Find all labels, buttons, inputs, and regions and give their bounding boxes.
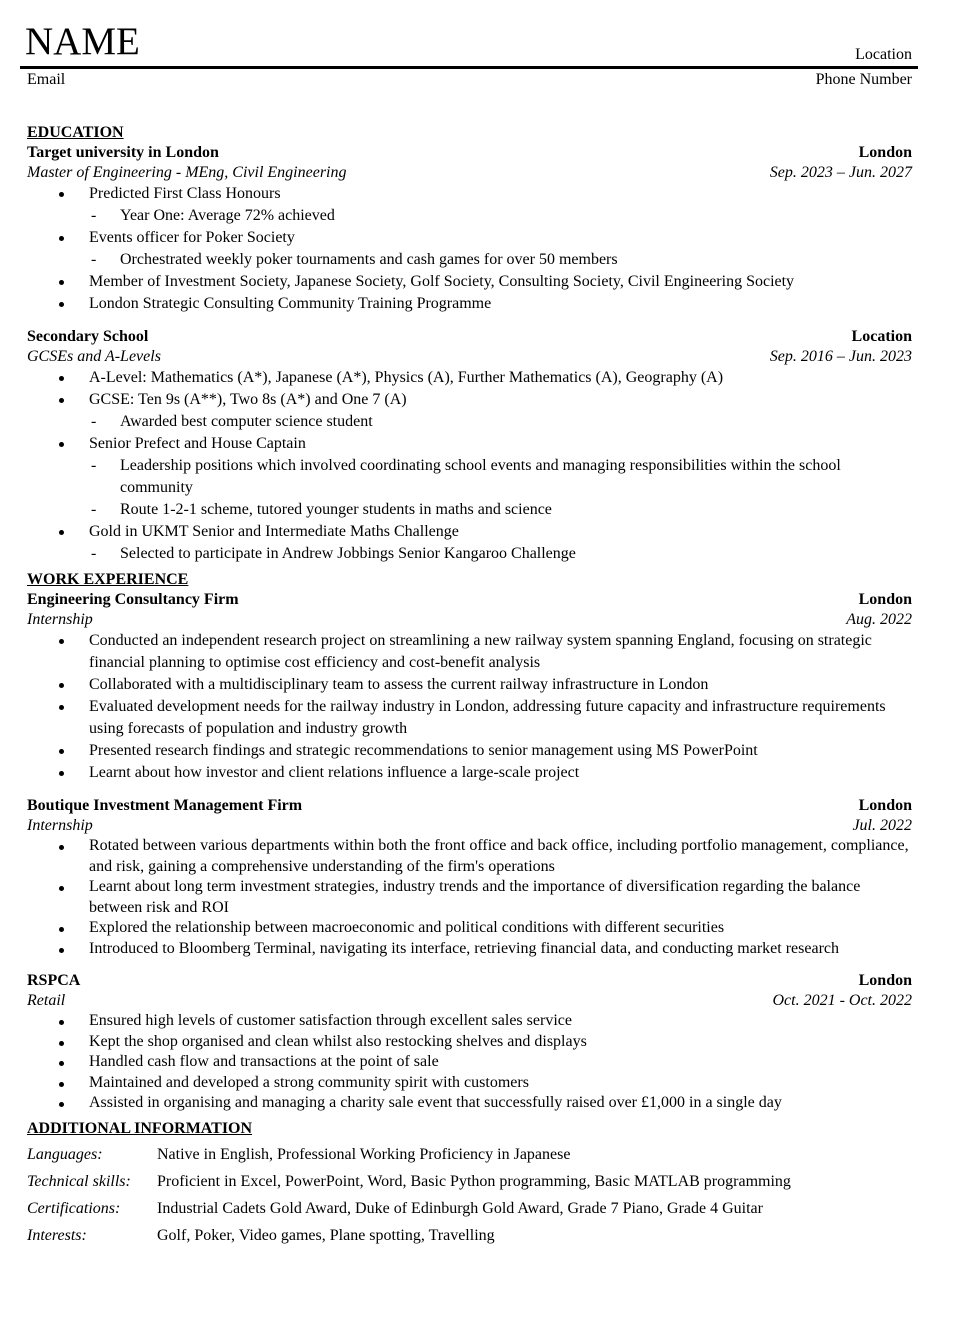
info-row (27, 1141, 791, 1168)
bullet-item: Kept the shop organised and clean whilst also restocking shelves and displays (27, 1032, 912, 1053)
bullet-item: Predicted First Class Honours - Year One: Average 72% achieved (27, 183, 912, 227)
bullet-item: Events officer for Poker Society - Orchestrated weekly poker tournaments and cash games for over 50 members (27, 227, 912, 271)
sub-item: - Leadership positions which involved coordinating school events and managing responsibilities within the school community (89, 455, 912, 499)
sub-item: - Orchestrated weekly poker tournaments and cash games for over 50 members (89, 249, 912, 271)
sub-list (89, 543, 912, 565)
header-email: Email (27, 71, 66, 88)
info-key: Technical skills: (27, 1172, 131, 1190)
bullet-item: Maintained and developed a strong community spirit with customers (27, 1073, 912, 1094)
bullet-item: Conducted an independent research project on streamlining a new railway system spanning England, focusing on strategic financial planning to optimise cost efficiency and cost-benefit analysis (27, 630, 912, 674)
entry-location: Location (851, 328, 912, 345)
bullet-item: Learnt about long term investment strategies, industry trends and the importance of diversification regarding the balance between risk and ROI (27, 877, 912, 918)
sub-item: - Selected to participate in Andrew Jobbings Senior Kangaroo Challenge (89, 543, 912, 565)
bullet-list (27, 367, 912, 565)
entry-dates: Oct. 2021 - Oct. 2022 (772, 992, 912, 1009)
section-heading-work-experience: WORK EXPERIENCE (27, 571, 189, 588)
header-divider (20, 66, 918, 69)
section-heading-additional-information: ADDITIONAL INFORMATION (27, 1119, 253, 1137)
entry-dates: Sep. 2023 – Jun. 2027 (769, 164, 912, 181)
entry-org: Engineering Consultancy Firm (27, 591, 239, 608)
bullet-item: Evaluated development needs for the railway industry in London, addressing future capacity and infrastructure requirements using forecasts of population and industry growth (27, 696, 912, 740)
info-row (27, 1222, 791, 1249)
candidate-name: NAME (25, 20, 140, 63)
bullet-item: Gold in UKMT Senior and Intermediate Maths Challenge - Selected to participate in Andrew Jobbings Senior Kangaroo Challenge (27, 521, 912, 565)
entry-role: Internship (27, 611, 93, 628)
bullet-item: London Strategic Consulting Community Training Programme (27, 293, 912, 315)
bullet-item: Handled cash flow and transactions at the point of sale (27, 1052, 912, 1073)
bullet-item: Introduced to Bloomberg Terminal, navigating its interface, retrieving financial data, and conducting market research (27, 939, 912, 960)
bullet-list (27, 183, 912, 315)
info-value: Native in English, Professional Working Proficiency in Japanese (157, 1145, 571, 1163)
entry-location: London (858, 972, 912, 989)
header-location: Location (855, 46, 912, 63)
section-heading-education: EDUCATION (27, 124, 124, 141)
bullet-item: Rotated between various departments within both the front office and back office, including portfolio management, compliance, and risk, gaining a comprehensive understanding of the firm's operations (27, 836, 912, 877)
info-key: Interests: (27, 1226, 87, 1244)
info-value: Industrial Cadets Gold Award, Duke of Edinburgh Gold Award, Grade 7 Piano, Grade 4 Guitar (157, 1199, 763, 1217)
header-phone: Phone Number (815, 71, 912, 88)
entry-role: GCSEs and A-Levels (27, 348, 161, 365)
bullet-item: GCSE: Ten 9s (A**), Two 8s (A*) and One 7 (A) - Awarded best computer science student (27, 389, 912, 433)
sub-list (89, 249, 912, 271)
entry-location: London (858, 591, 912, 608)
info-value: Proficient in Excel, PowerPoint, Word, Basic Python programming, Basic MATLAB programming (157, 1172, 791, 1190)
sub-item: - Year One: Average 72% achieved (89, 205, 912, 227)
entry-location: London (858, 144, 912, 161)
entry-role: Master of Engineering - MEng, Civil Engineering (27, 164, 347, 181)
entry-org: Boutique Investment Management Firm (27, 797, 303, 814)
sub-list (89, 455, 912, 521)
entry-org: Secondary School (27, 328, 149, 345)
sub-item: - Awarded best computer science student (89, 411, 912, 433)
work-entry (27, 796, 912, 959)
bullet-item: Member of Investment Society, Japanese Society, Golf Society, Consulting Society, Civil Engineering Society (27, 271, 912, 293)
education-entry (27, 327, 912, 565)
entry-dates: Jul. 2022 (852, 817, 912, 834)
sub-list (89, 411, 912, 433)
bullet-list (27, 1011, 912, 1114)
additional-info-table (27, 1141, 791, 1249)
entry-role: Internship (27, 817, 93, 834)
bullet-item: Explored the relationship between macroeconomic and political conditions with different securities (27, 918, 912, 939)
work-entry (27, 971, 912, 1114)
bullet-item: A-Level: Mathematics (A*), Japanese (A*), Physics (A), Further Mathematics (A), Geography (A) (27, 367, 912, 389)
info-value: Golf, Poker, Video games, Plane spotting, Travelling (157, 1226, 495, 1244)
info-key: Languages: (27, 1145, 103, 1163)
bullet-item: Collaborated with a multidisciplinary team to assess the current railway infrastructure in London (27, 674, 912, 696)
entry-dates: Sep. 2016 – Jun. 2023 (769, 348, 912, 365)
bullet-list (27, 836, 912, 959)
sub-item: - Route 1-2-1 scheme, tutored younger students in maths and science (89, 499, 912, 521)
entry-location: London (858, 797, 912, 814)
bullet-item: Learnt about how investor and client relations influence a large-scale project (27, 762, 912, 784)
resume-body (27, 123, 912, 1249)
bullet-item: Assisted in organising and managing a charity sale event that successfully raised over £1,000 in a single day (27, 1093, 912, 1114)
sub-list (89, 205, 912, 227)
info-key: Certifications: (27, 1199, 121, 1217)
bullet-list (27, 630, 912, 784)
info-row (27, 1168, 791, 1195)
bullet-item: Senior Prefect and House Captain - Leadership positions which involved coordinating school events and managing responsibilities within the school community - Route 1-2-1 scheme, tutored younger students in maths and science (27, 433, 912, 521)
info-row (27, 1195, 791, 1222)
entry-role: Retail (27, 992, 66, 1009)
entry-org: Target university in London (27, 144, 219, 161)
work-entry (27, 590, 912, 784)
education-entry (27, 143, 912, 315)
entry-dates: Aug. 2022 (846, 611, 912, 628)
entry-org: RSPCA (27, 972, 81, 989)
bullet-item: Presented research findings and strategic recommendations to senior management using MS PowerPoint (27, 740, 912, 762)
bullet-item: Ensured high levels of customer satisfaction through excellent sales service (27, 1011, 912, 1032)
